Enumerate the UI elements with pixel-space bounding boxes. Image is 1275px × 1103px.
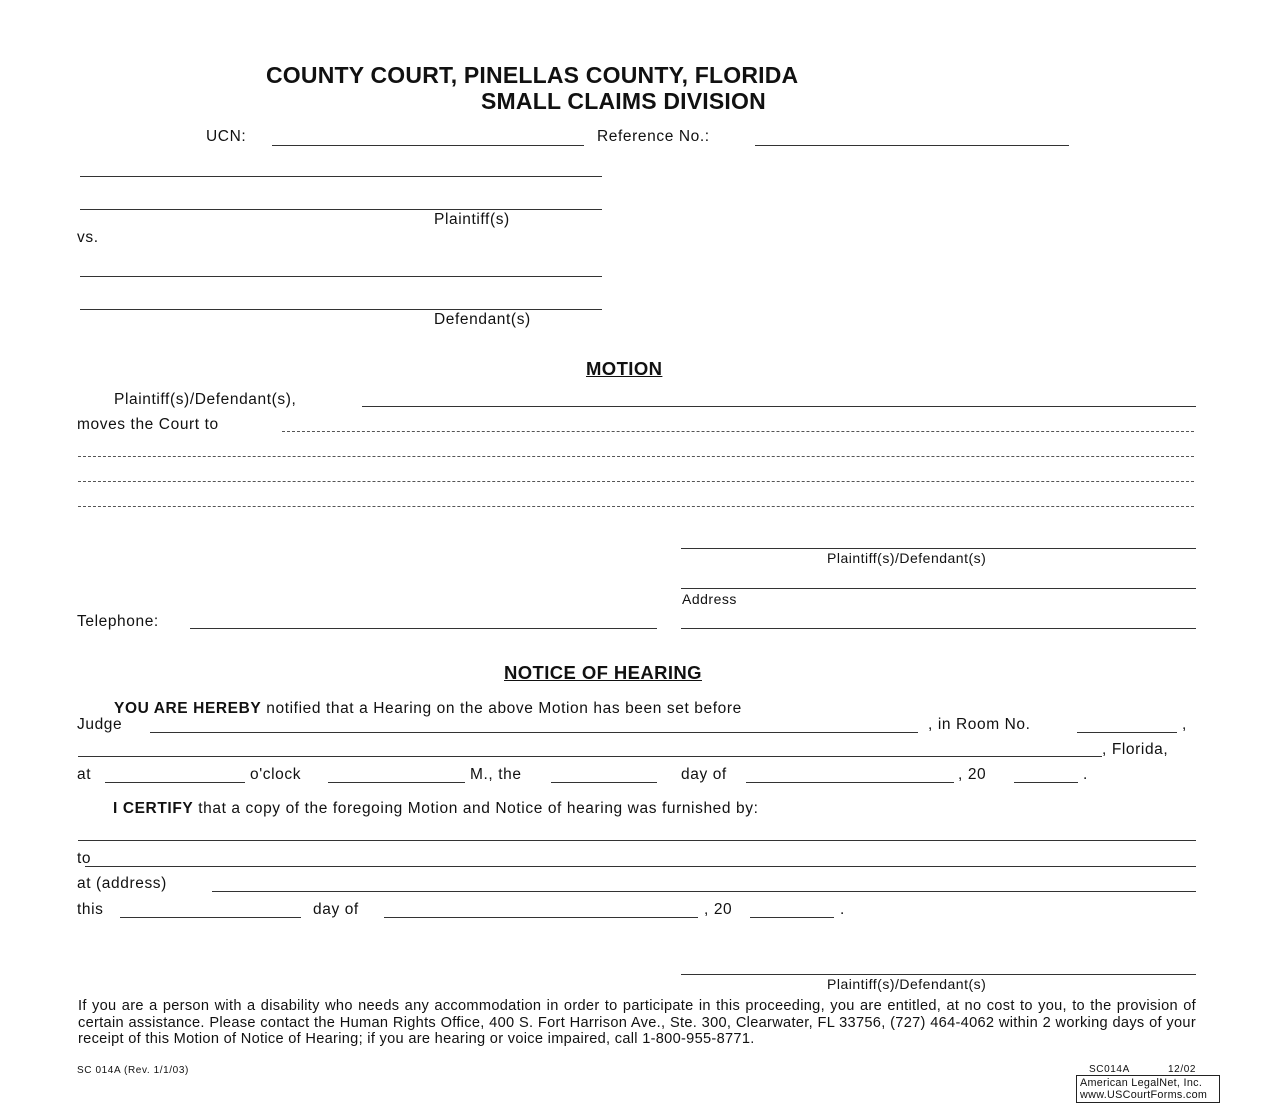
motion-signature-label: Plaintiff(s)/Defendant(s) — [827, 550, 987, 566]
form-id: SC 014A (Rev. 1/1/03) — [77, 1065, 189, 1076]
moves-court-label: moves the Court to — [77, 416, 219, 433]
oclock-label: o'clock — [250, 766, 302, 783]
defendant-label: Defendant(s) — [434, 311, 531, 328]
publisher-website: www.USCourtForms.com — [1080, 1089, 1208, 1101]
this-label: this — [77, 901, 104, 918]
notice-heading: NOTICE OF HEARING — [504, 662, 702, 683]
hearing-year-field[interactable] — [1014, 782, 1078, 783]
certify-signature-field[interactable] — [681, 974, 1196, 975]
plaintiff-line-1[interactable] — [80, 176, 602, 177]
motion-line-2[interactable] — [78, 481, 1194, 482]
motion-party-label: Plaintiff(s)/Defendant(s), — [114, 391, 297, 408]
motion-address-field-2[interactable] — [681, 628, 1196, 629]
telephone-label: Telephone: — [77, 613, 159, 630]
furnished-by-field[interactable] — [78, 840, 1196, 841]
ucn-label: UCN: — [206, 128, 247, 145]
division-title: SMALL CLAIMS DIVISION — [481, 88, 766, 114]
room-label: , in Room No. — [928, 716, 1031, 733]
hearing-20-label: , 20 — [958, 766, 987, 783]
vs-label: vs. — [77, 229, 99, 246]
at-address-label: at (address) — [77, 875, 167, 892]
defendant-line-2[interactable] — [80, 309, 602, 310]
furnished-address-field[interactable] — [212, 891, 1196, 892]
room-field[interactable] — [1077, 732, 1177, 733]
ada-notice: If you are a person with a disability who needs any accommodation in order to participate in this proceeding, you are entitled, at no cost to you, to the provision of certain assistance. Please contact the Human Rights Office, 400 S. Fort Harrison Ave., Ste. 300, Clearwater, FL 33756, (727) 464-4062 within 2 working days of your receipt of this Motion of Notice of Hearing; if you are hearing or voice impaired, call 1-800-955-8771. — [78, 998, 1196, 1047]
hearing-month-field[interactable] — [746, 782, 954, 783]
certify-20-label: , 20 — [704, 901, 733, 918]
furnished-to-field[interactable] — [85, 866, 1196, 867]
defendant-line-1[interactable] — [80, 276, 602, 277]
to-label: to — [77, 850, 92, 867]
hereby-sentence: YOU ARE HEREBY notified that a Hearing on the above Motion has been set before — [114, 700, 742, 717]
hearing-period: . — [1083, 766, 1088, 783]
certify-month-field[interactable] — [384, 917, 698, 918]
reference-label: Reference No.: — [597, 128, 710, 145]
reference-field[interactable] — [755, 145, 1069, 146]
certify-period: . — [840, 901, 845, 918]
florida-label: , Florida, — [1102, 741, 1169, 758]
form-code: SC014A — [1089, 1064, 1130, 1075]
publisher-name: American LegalNet, Inc. — [1080, 1077, 1203, 1089]
am-pm-field[interactable] — [328, 782, 465, 783]
m-the-label: M., the — [470, 766, 522, 783]
ucn-field[interactable] — [272, 145, 584, 146]
plaintiff-label: Plaintiff(s) — [434, 211, 510, 228]
motion-address-label: Address — [682, 591, 737, 607]
certify-day-field[interactable] — [120, 917, 301, 918]
motion-line-3[interactable] — [78, 506, 1194, 507]
room-suffix: , — [1182, 716, 1187, 733]
certify-dayof-label: day of — [313, 901, 359, 918]
judge-label: Judge — [77, 716, 123, 733]
motion-address-field[interactable] — [681, 588, 1196, 589]
motion-party-field[interactable] — [362, 406, 1196, 407]
telephone-field[interactable] — [190, 628, 657, 629]
plaintiff-line-2[interactable] — [80, 209, 602, 210]
moves-court-field[interactable] — [282, 431, 1194, 432]
at-label: at — [77, 766, 92, 783]
motion-line-1[interactable] — [78, 456, 1194, 457]
certify-year-field[interactable] — [750, 917, 834, 918]
location-field[interactable] — [78, 756, 1102, 757]
hearing-day-field[interactable] — [551, 782, 657, 783]
hearing-dayof-label: day of — [681, 766, 727, 783]
certify-signature-label: Plaintiff(s)/Defendant(s) — [827, 976, 987, 992]
certify-sentence: I CERTIFY that a copy of the foregoing Motion and Notice of hearing was furnished by: — [113, 800, 759, 817]
court-title: COUNTY COURT, PINELLAS COUNTY, FLORIDA — [266, 62, 799, 88]
form-date: 12/02 — [1168, 1064, 1197, 1075]
publisher-stamp — [1076, 1075, 1220, 1103]
hour-field[interactable] — [105, 782, 245, 783]
motion-signature-field[interactable] — [681, 548, 1196, 549]
motion-heading: MOTION — [586, 358, 663, 379]
judge-field[interactable] — [150, 732, 918, 733]
